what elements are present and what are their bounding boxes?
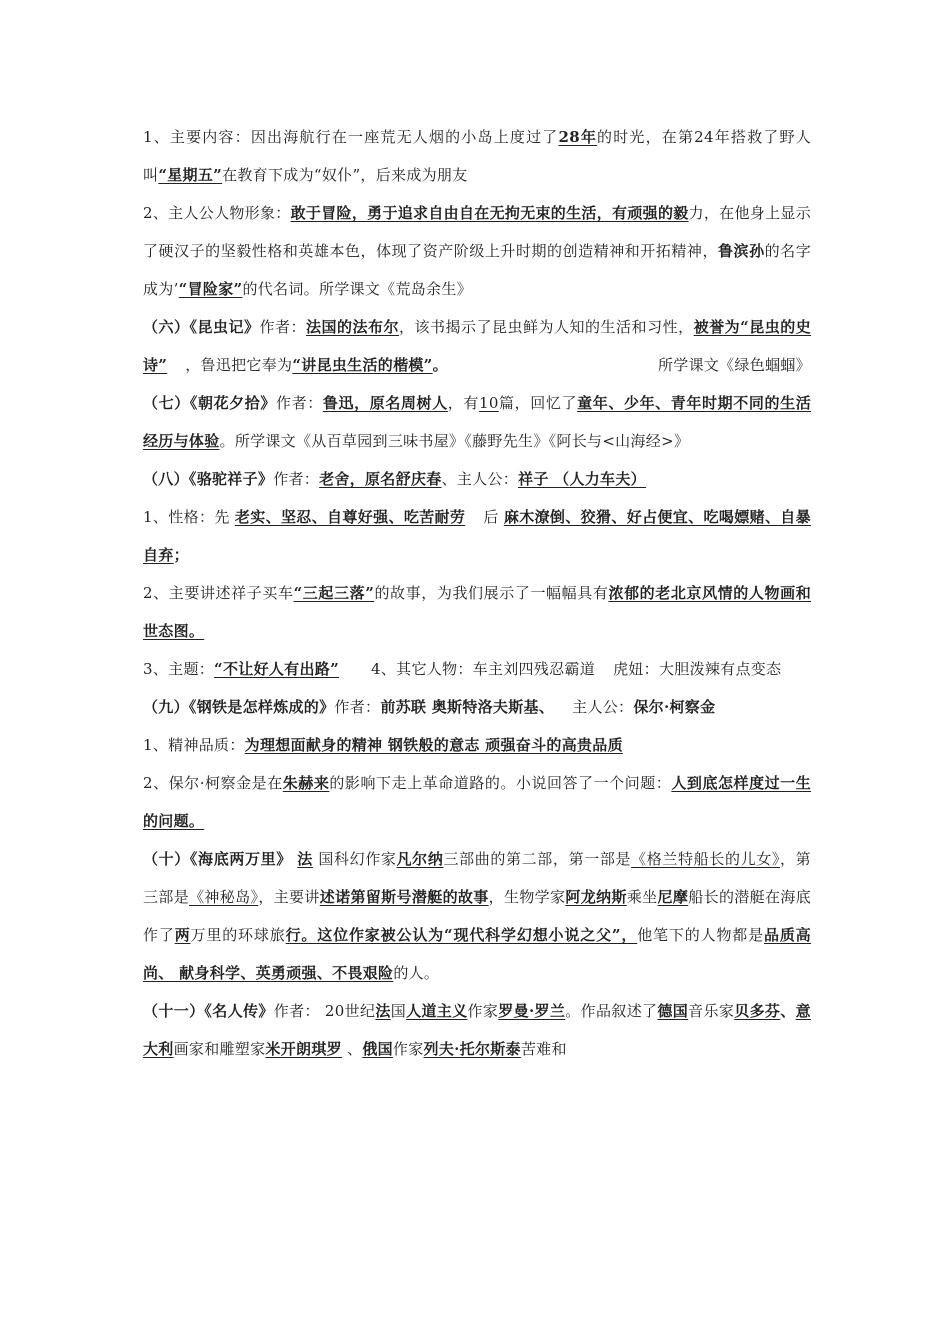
author-answer: 凡尔纳 — [396, 850, 444, 868]
text: 2、保尔·柯察金是在 — [143, 774, 283, 792]
michelangelo-answer: 米开朗琪罗 — [265, 1040, 342, 1058]
steel-spirit-paragraph — [143, 726, 811, 764]
text: ，第三部是 — [143, 850, 811, 906]
sea-paragraph — [143, 840, 811, 992]
text: 4、其它人物：车主刘四残忍霸道 — [371, 660, 596, 678]
count-answer: 10 — [479, 394, 499, 412]
text: 苦难和 — [520, 1040, 567, 1058]
morning-paragraph — [143, 384, 811, 460]
russia-answer: 俄国 — [362, 1040, 393, 1058]
text: 2、主要讲述祥子买车 — [143, 584, 294, 602]
after-answer: 麻木潦倒、狡猾、好占便宜、吃喝嫖赌、自暴自弃 — [143, 508, 811, 564]
model-answer: “讲昆虫生活的楷模” — [292, 356, 433, 374]
section-heading: （十）《海底两万里》 — [143, 850, 292, 868]
author-answer: 罗曼·罗兰 — [498, 1002, 566, 1020]
camel-heading-paragraph — [143, 460, 811, 498]
text: 的人。 — [393, 964, 440, 982]
story-answer: 述诺第留斯号潜艇的故事 — [319, 888, 489, 906]
tolstoy-answer: 列夫·托尔斯泰 — [423, 1040, 521, 1058]
distance-answer: 两 — [174, 926, 191, 944]
third-book-answer: 《神秘岛》 — [189, 888, 259, 906]
camel-theme-paragraph — [143, 650, 811, 688]
characters-answer: 品质高尚、 献身科学、英勇顽强、不畏艰险 — [143, 926, 811, 982]
famous-paragraph — [143, 992, 811, 1068]
adventurer-answer: “冒险家” — [178, 280, 243, 298]
text: 1、主要内容：因出海航行在一座荒无人烟的小岛上度过了 — [143, 128, 559, 146]
scene-answer: 浓郁的老北京风情的人物画和世态图。 — [143, 584, 811, 640]
italy-answer: 意大利 — [143, 1002, 811, 1058]
mentor-answer: 朱赫来 — [282, 774, 330, 792]
friday-answer: “星期五” — [158, 166, 223, 184]
text: 的名字成为’ — [143, 242, 811, 298]
text: 虎妞：大胆泼辣有点变态 — [613, 660, 782, 678]
text: 乘坐 — [626, 888, 658, 906]
camel-character-paragraph — [143, 498, 811, 574]
lesson-note: 所学课文《绿色蝈蝈》 — [657, 356, 811, 374]
robinson-character-paragraph — [143, 194, 811, 308]
content-answer: 童年、少年、青年时期不同的生活经历与体验 — [143, 394, 811, 450]
author-answer: 老舍，原名舒庆春 — [319, 470, 442, 488]
text: 作家 — [467, 1002, 499, 1020]
beethoven-answer: 贝多芬 — [734, 1002, 781, 1020]
before-answer: 老实、坚忍、自尊好强、吃苦耐劳 — [234, 508, 466, 526]
author-answer: 法国的法布尔 — [306, 318, 400, 336]
years-answer: 28年 — [558, 128, 598, 146]
steel-story-paragraph — [143, 764, 811, 840]
robinson-content-paragraph — [143, 118, 811, 194]
country-answer: 法 — [375, 1002, 391, 1020]
text: 的时光，在第24年搭救了野人叫 — [143, 128, 811, 184]
text: ，主要讲 — [258, 888, 320, 906]
document-page — [143, 118, 811, 1068]
praise-answer: 被誉为“昆虫的史诗” — [143, 318, 812, 374]
text: 2、主人公人物形象： — [143, 204, 291, 222]
author-answer: 前苏联 奥斯特洛夫斯基、 — [380, 698, 555, 716]
captain-answer: 尼摩 — [657, 888, 689, 906]
text: 。所学课文《从百草园到三味书屋》《藤野先生》《阿长与<山海经>》 — [219, 432, 690, 450]
praise-answer: 行。这位作家被公认为“现代科学幻想小说之父”， — [285, 926, 638, 944]
text: 国科幻作家 — [318, 850, 397, 868]
text: 1、性格：先 — [143, 508, 230, 526]
section-heading: （八）《骆驼祥子》 — [143, 470, 274, 488]
germany-answer: 德国 — [657, 1002, 689, 1020]
text: ； — [173, 546, 189, 564]
text: 音乐家 — [688, 1002, 735, 1020]
text: 他笔下的人物都是 — [637, 926, 764, 944]
text: 万里的环球旅 — [190, 926, 286, 944]
scientist-answer: 阿龙纳斯 — [565, 888, 627, 906]
humanism-answer: 人道主义 — [406, 1002, 468, 1020]
section-heading: （十一）《名人传》 — [143, 1002, 274, 1020]
text: 的代名词。所学课文《荒岛余生》 — [242, 280, 472, 298]
text: ，鲁迅把它奉为 — [185, 356, 293, 374]
text: 作者： — [273, 470, 320, 488]
camel-story-paragraph — [143, 574, 811, 650]
text: 。作品叙述了 — [565, 1002, 658, 1020]
text: 作家 — [392, 1040, 424, 1058]
spirit-answer: 为理想面献身的精神 钢铁般的意志 顽强奋斗的高贵品质 — [244, 736, 623, 754]
text: 作者： 20世纪 — [273, 1002, 376, 1020]
text: 后 — [483, 508, 499, 526]
rise-answer: “三起三落” — [293, 584, 375, 602]
text: 国 — [390, 1002, 407, 1020]
text: 的影响下走上革命道路的。小说回答了一个问题： — [329, 774, 672, 792]
text: 、 — [341, 1040, 363, 1058]
question-answer: 人到底怎样度过一生的问题。 — [143, 774, 812, 830]
text: 主人公： — [572, 698, 634, 716]
country-answer: 法 — [297, 850, 313, 868]
first-book-answer: 《格兰特船长的儿女》 — [631, 850, 781, 868]
text: 作者： — [259, 318, 307, 336]
text: 1、精神品质： — [143, 736, 245, 754]
section-heading: （六）《昆虫记》 — [143, 318, 260, 336]
author-answer: 鲁迅，原名周树人 — [322, 394, 448, 412]
text: 3、主题： — [143, 660, 215, 678]
text: 、 — [780, 1002, 796, 1020]
text: 力，在他身上显示了硬汉子的坚毅性格和英雄本色，体现了资产阶级上升时期的创造精神和开拓精神， — [143, 204, 812, 260]
text: 船长的潜艇在海底作了 — [143, 888, 812, 944]
hero-answer: 保尔·柯察金 — [633, 698, 716, 716]
text: ，有 — [447, 394, 480, 412]
theme-answer: “不让好人有出路” — [214, 660, 340, 678]
trait-answer: 敢于冒险，勇于追求自由自在无拘无束的生活，有顽强的毅 — [290, 204, 689, 222]
text: 的故事，为我们展示了一幅幅具有 — [374, 584, 609, 602]
name-answer: 鲁滨孙 — [717, 242, 765, 260]
text: 作者： — [276, 394, 323, 412]
insects-paragraph — [143, 308, 811, 384]
text: 画家和雕塑家 — [173, 1040, 266, 1058]
section-heading: （七）《朝花夕拾》 — [143, 394, 277, 412]
text: 三部曲的第二部，第一部是 — [443, 850, 632, 868]
text: ，该书揭示了昆虫鲜为人知的生活和习性， — [399, 318, 694, 336]
steel-heading-paragraph — [143, 688, 811, 726]
section-heading: （九）《钢铁是怎样炼成的》 — [143, 698, 335, 716]
hero-answer: 祥子 （人力车夫） — [518, 470, 646, 488]
text: 。 — [432, 356, 448, 374]
text: 作者： — [334, 698, 381, 716]
text: 在教育下成为“奴仆”，后来成为朋友 — [222, 166, 468, 184]
text: 篇，回忆了 — [498, 394, 578, 412]
text: ，生物学家 — [488, 888, 566, 906]
text: 、主人公： — [441, 470, 519, 488]
